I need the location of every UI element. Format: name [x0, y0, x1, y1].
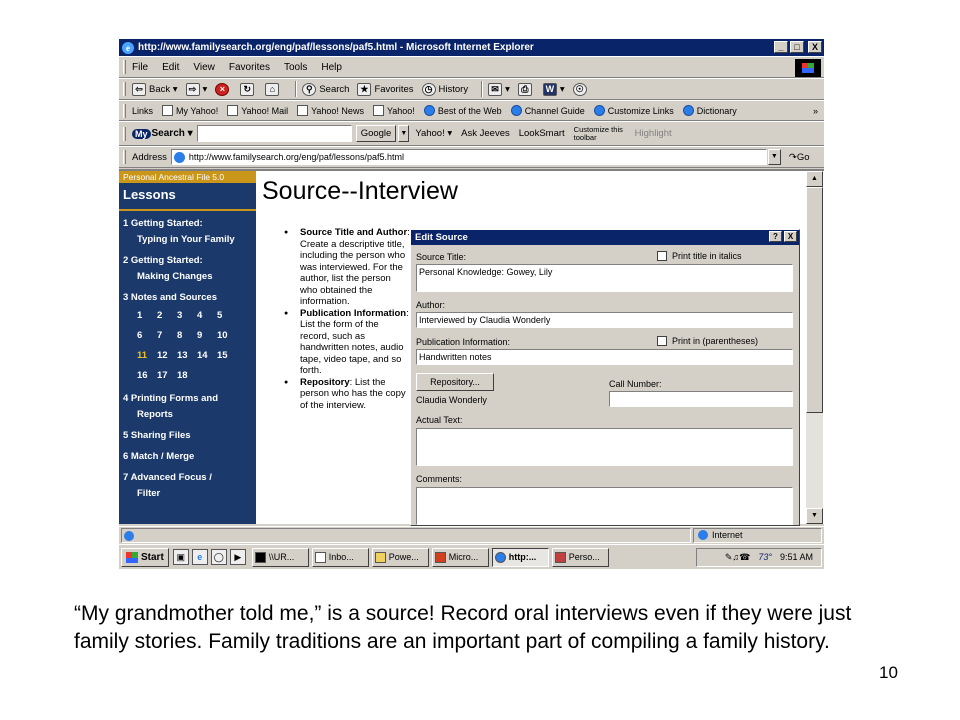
search-toolbar [119, 121, 824, 146]
globe-icon [698, 530, 708, 540]
ie-quicklaunch-icon[interactable]: e [192, 549, 208, 565]
looksmart-button[interactable]: LookSmart [518, 128, 565, 139]
cmd-icon [255, 552, 266, 563]
taskbar [119, 544, 824, 569]
word-icon: W [543, 83, 557, 96]
search-input[interactable] [197, 125, 352, 142]
current-page-link[interactable]: 11 [137, 350, 148, 361]
lesson-1-link[interactable]: 1 Getting Started: Typing in Your Family [123, 218, 235, 245]
page-link[interactable]: 17 [157, 370, 168, 381]
menu-tools[interactable]: Tools [283, 61, 308, 73]
google-button[interactable]: Google [356, 125, 397, 142]
show-desktop-icon[interactable]: ▣ [173, 549, 189, 565]
sidebar-header: Personal Ancestral File 5.0 [119, 171, 256, 183]
lesson-2-link[interactable]: 2 Getting Started: Making Changes [123, 255, 213, 282]
ie-page-icon [683, 105, 694, 116]
ie-icon: e [122, 42, 134, 54]
page-link[interactable]: 3 [177, 310, 183, 321]
page-icon [297, 105, 308, 116]
favorites-button[interactable]: ★ Favorites [357, 83, 413, 96]
ie-page-icon [424, 105, 435, 116]
status-left [121, 528, 691, 543]
powerpoint-icon [435, 552, 446, 563]
slide-number: 10 [879, 663, 898, 682]
mail-icon: ✉ [488, 83, 502, 96]
status-bar [119, 526, 824, 543]
menu-help[interactable]: Help [321, 61, 342, 73]
print-italics-checkbox[interactable]: Print title in italics [657, 251, 742, 261]
stop-button[interactable] [215, 83, 232, 96]
list-item: ● Source Title and Author: Create a descriptive title, including the person who was interviewed. For the author, list the person who obtained the information. [280, 227, 410, 308]
sidebar-title: Lessons [119, 183, 256, 211]
windows-logo-icon [795, 59, 821, 77]
task-inbox[interactable]: Inbo... [312, 548, 369, 567]
minimize-button[interactable]: _ [774, 41, 788, 53]
refresh-icon: ↻ [240, 83, 254, 96]
inbox-icon [315, 552, 326, 563]
page-link[interactable]: 4 [197, 310, 203, 321]
ie-page-icon [511, 105, 522, 116]
scroll-up-icon[interactable]: ▲ [806, 171, 823, 187]
folder-icon [375, 552, 386, 563]
page-link[interactable]: 16 [137, 370, 148, 381]
address-label: Address [132, 151, 167, 163]
windows-flag-icon [126, 552, 138, 563]
ie-page-icon [174, 152, 185, 163]
start-button[interactable]: Start [121, 548, 169, 567]
menu-file[interactable]: File [132, 61, 149, 73]
window-titlebar [119, 39, 824, 56]
page-link[interactable]: 6 [137, 330, 143, 341]
mail-button[interactable]: ✉ ▾ [488, 83, 510, 96]
page-title: Source--Interview [262, 177, 458, 205]
history-button[interactable]: ◷ History [422, 83, 469, 96]
edit-source-dialog [410, 229, 800, 526]
task-powerpoint[interactable]: Powe... [372, 548, 429, 567]
comments-field[interactable] [416, 487, 793, 525]
page-link[interactable]: 15 [217, 350, 228, 361]
browser-screenshot [119, 39, 824, 569]
player-quicklaunch-icon[interactable]: ▶ [230, 549, 246, 565]
dialog-help-button[interactable]: ? [769, 231, 782, 242]
highlight-button[interactable]: Highlight [634, 128, 672, 139]
ask-jeeves-button[interactable]: Ask Jeeves [461, 128, 510, 139]
ie-icon [495, 552, 506, 563]
page-link[interactable]: 12 [157, 350, 168, 361]
lesson-6-link[interactable]: 6 Match / Merge [123, 451, 195, 462]
link-channel-guide[interactable]: Channel Guide [511, 105, 585, 116]
links-bar [119, 100, 824, 121]
page-icon [373, 105, 384, 116]
back-button[interactable]: ⇦ Back ▾ [132, 83, 178, 96]
tray-icons[interactable]: ✎♫☎ [724, 551, 751, 562]
task-microsoft[interactable]: Micro... [432, 548, 489, 567]
menu-view[interactable]: View [193, 61, 215, 73]
link-customize-links[interactable]: Customize Links [594, 105, 674, 116]
link-yahoo[interactable]: Yahoo! [373, 105, 415, 116]
clock: 9:51 AM [779, 552, 813, 562]
page-link[interactable]: 14 [197, 350, 208, 361]
actual-text-label: Actual Text: [416, 415, 463, 425]
system-tray [696, 548, 822, 567]
window-title: http://www.familysearch.org/eng/paf/lessons/paf5.html - Microsoft Internet Explorer [138, 42, 534, 53]
paf-icon [555, 552, 566, 563]
page-content [119, 169, 824, 524]
menu-favorites[interactable]: Favorites [228, 61, 270, 73]
link-my-yahoo[interactable]: My Yahoo! [162, 105, 218, 116]
edit-button[interactable]: W ▾ [543, 83, 565, 96]
repository-button[interactable]: Repository... [416, 373, 494, 391]
list-item: ● Publication Information: List the form of the record, such as handwritten notes, audio tape, video tape, and so forth. [280, 308, 410, 377]
link-best-of-web[interactable]: Best of the Web [424, 105, 502, 116]
comments-label: Comments: [416, 474, 463, 484]
printer-icon: ⎙ [518, 83, 532, 96]
star-icon: ★ [357, 83, 371, 96]
instruction-list [280, 227, 410, 411]
author-field[interactable]: Interviewed by Claudia Wonderly [416, 312, 793, 328]
author-label: Author: [416, 300, 446, 310]
address-input[interactable]: http://www.familysearch.org/eng/paf/lessons/paf5.html [171, 149, 767, 165]
vertical-scrollbar[interactable] [806, 171, 823, 524]
lessons-sidebar [119, 171, 256, 524]
menu-edit[interactable]: Edit [162, 61, 180, 73]
forward-button[interactable]: ⇨ ▾ [186, 83, 208, 96]
list-item: ● Repository: List the person who has the copy of the interview. [280, 377, 410, 412]
page-link[interactable]: 18 [177, 370, 188, 381]
search-icon: ⚲ [302, 83, 316, 96]
lesson-5-link[interactable]: 5 Sharing Files [123, 430, 191, 441]
back-arrow-icon: ⇦ [132, 83, 146, 96]
pubinfo-field[interactable]: Handwritten notes [416, 349, 793, 365]
security-zone: Internet [693, 528, 822, 543]
page-icon [227, 105, 238, 116]
repository-value: Claudia Wonderly [416, 395, 487, 405]
forward-arrow-icon: ⇨ [186, 83, 200, 96]
close-button[interactable]: X [808, 41, 822, 53]
outlook-quicklaunch-icon[interactable]: ◯ [211, 549, 227, 565]
page-link[interactable]: 5 [217, 310, 223, 321]
links-label: Links [132, 105, 154, 116]
search-button[interactable]: ⚲ Search [302, 83, 349, 96]
maximize-button[interactable]: □ [790, 41, 804, 53]
actual-text-field[interactable] [416, 428, 793, 466]
lesson-7-link[interactable]: 7 Advanced Focus / Filter [123, 472, 212, 499]
refresh-button[interactable] [240, 83, 257, 96]
customize-toolbar-button[interactable]: Customize this toolbar [573, 124, 623, 142]
go-button[interactable]: ↷Go [788, 151, 810, 163]
print-parens-checkbox[interactable]: Print in (parentheses) [657, 336, 758, 346]
menu-bar [119, 56, 824, 78]
page-icon [162, 105, 173, 116]
dialog-titlebar [411, 230, 799, 245]
page-link[interactable]: 9 [197, 330, 203, 341]
address-dropdown-icon[interactable]: ▼ [768, 149, 781, 165]
stop-icon: × [215, 83, 229, 96]
history-icon: ◷ [422, 83, 436, 96]
dialog-close-button[interactable]: X [784, 231, 797, 242]
scroll-down-icon[interactable]: ▼ [806, 508, 823, 524]
page-link[interactable]: 1 [137, 310, 143, 321]
link-yahoo-news[interactable]: Yahoo! News [297, 105, 364, 116]
scroll-thumb[interactable] [806, 187, 823, 413]
mysearch-button[interactable]: My Search ▾ [132, 128, 193, 139]
standard-toolbar [119, 78, 824, 100]
lesson-3-link[interactable]: 3 Notes and Sources [123, 292, 217, 303]
ie-status-icon [124, 531, 134, 541]
home-button[interactable] [265, 83, 282, 96]
dialog-title: Edit Source [415, 232, 468, 243]
task-internet-explorer[interactable]: http:... [492, 548, 549, 567]
weather-temp[interactable]: 73° [758, 552, 772, 562]
address-bar [119, 146, 824, 168]
print-button[interactable] [518, 83, 535, 96]
page-link[interactable]: 13 [177, 350, 188, 361]
yahoo-search-button[interactable]: Yahoo! ▾ [415, 128, 453, 139]
lesson-3-pages [119, 306, 256, 386]
page-link[interactable]: 7 [157, 330, 163, 341]
call-number-field[interactable] [609, 391, 793, 407]
source-title-field[interactable]: Personal Knowledge: Gowey, Lily [416, 264, 793, 292]
page-link[interactable]: 10 [217, 330, 228, 341]
page-link[interactable]: 2 [157, 310, 163, 321]
lesson-page [258, 171, 805, 524]
lesson-4-link[interactable]: 4 Printing Forms and Reports [123, 393, 219, 420]
call-number-label: Call Number: [609, 379, 662, 389]
pubinfo-label: Publication Information: [416, 337, 511, 347]
page-link[interactable]: 8 [177, 330, 183, 341]
discuss-icon: ☉ [573, 83, 587, 96]
slide-caption: “My grandmother told me,” is a source! Record oral interviews even if they were just family stories. Family traditions are an important part of compiling a family history. [74, 602, 852, 653]
engine-dropdown-icon[interactable]: ▼ [398, 125, 409, 142]
ie-page-icon [594, 105, 605, 116]
source-title-label: Source Title: [416, 252, 467, 262]
link-dictionary[interactable]: Dictionary [683, 105, 737, 116]
discuss-button[interactable] [573, 83, 590, 96]
task-personal-ancestral-file[interactable]: Perso... [552, 548, 609, 567]
links-more-chevron-icon[interactable]: » [812, 105, 818, 116]
task-command-prompt[interactable]: \\UR... [252, 548, 309, 567]
home-icon: ⌂ [265, 83, 279, 96]
link-yahoo-mail[interactable]: Yahoo! Mail [227, 105, 288, 116]
